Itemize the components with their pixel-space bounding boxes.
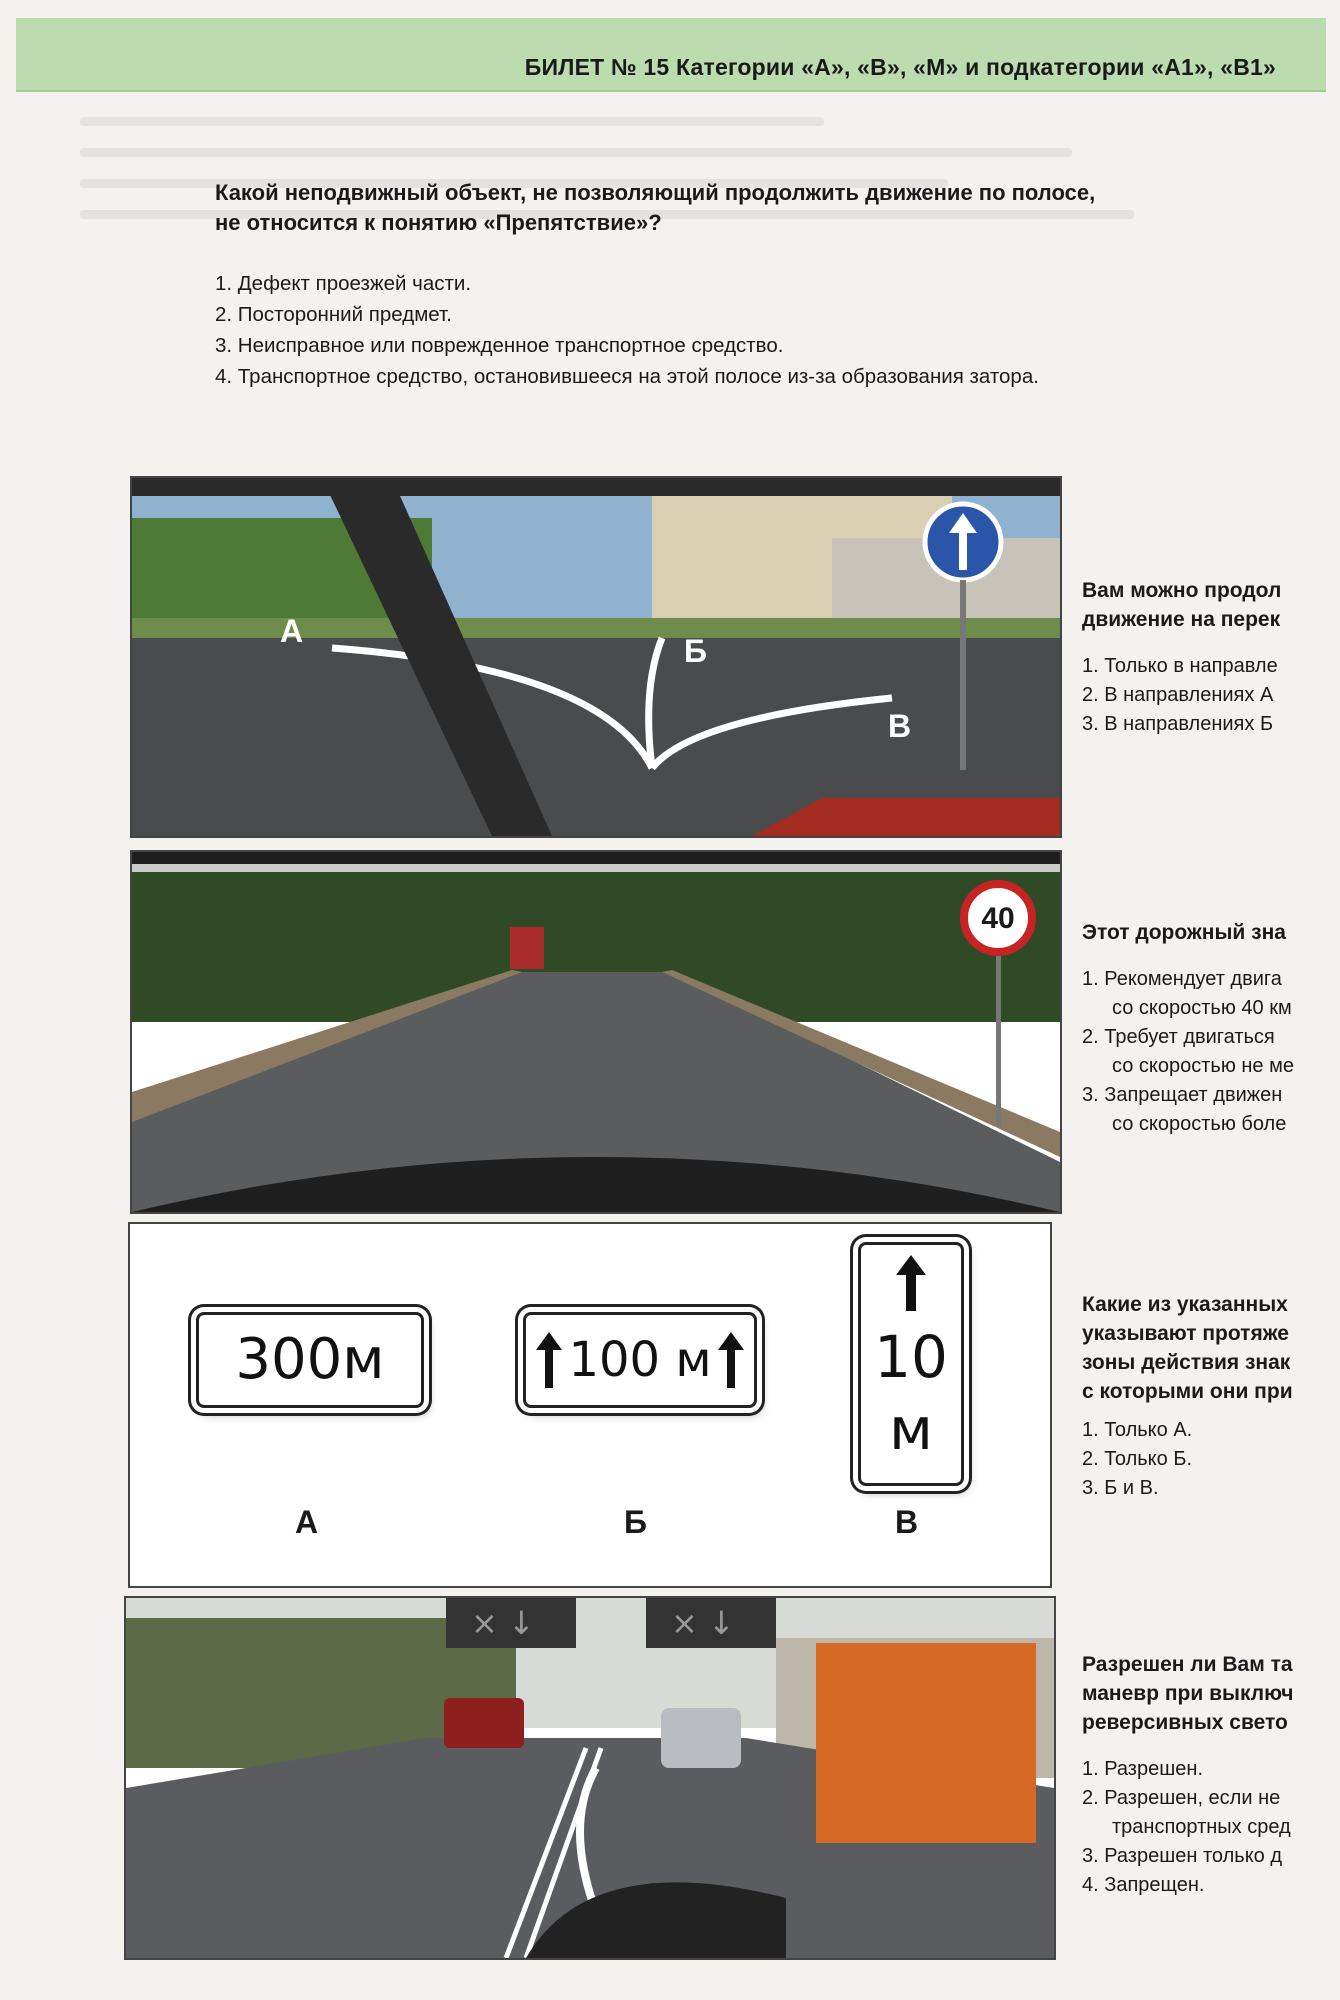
answer-option[interactable]: 4. Транспортное средство, остановившееся на этой полосе из-за образования затора. [215, 365, 1039, 388]
speed-limit-sign-value: 40 [981, 902, 1015, 935]
direction-label-b: Б [684, 633, 707, 669]
question-2-text-line1: Вам можно продол [1082, 579, 1282, 602]
question-2-text-line2: движение на перек [1082, 608, 1281, 631]
answer-option[interactable]: 4. Запрещен. [1082, 1874, 1205, 1896]
sign-label-b: Б [624, 1504, 647, 1540]
question-1-answers [215, 268, 1265, 392]
question-1-text: Какой неподвижный объект, не позволяющий продолжить движение по полосе, не относится к понятию «Препятствие»? [215, 180, 1096, 235]
question-3-text: Этот дорожный зна [1082, 921, 1286, 944]
question-5-text-line1: Разрешен ли Вам та [1082, 1653, 1293, 1676]
question-5-text-line2: маневр при выключ [1082, 1682, 1294, 1705]
answer-option[interactable]: 2. Требует двигаться со скоростью не ме [1082, 1026, 1294, 1077]
direction-label-a: А [280, 613, 304, 649]
answer-option[interactable]: 3. Б и В. [1082, 1477, 1159, 1499]
answer-option[interactable]: 3. Неисправное или поврежденное транспортное средство. [215, 334, 784, 357]
question-2-image [130, 476, 1062, 838]
arrow-up-icon [536, 1332, 562, 1388]
page-header [16, 18, 1326, 92]
speed-limit-scene [132, 852, 1060, 1212]
question-3 [1082, 918, 1340, 1139]
sign-label-v: В [895, 1504, 919, 1540]
answer-option[interactable]: 3. Разрешен только д [1082, 1845, 1283, 1867]
question-4-text-line2: указывают протяже [1082, 1322, 1289, 1345]
answer-option[interactable]: 2. Только Б. [1082, 1448, 1192, 1470]
svg-text:× ↓: × ↓ [671, 1604, 735, 1642]
question-4-text-line3: зоны действия знак [1082, 1351, 1291, 1374]
question-5-text-line3: реверсивных свето [1082, 1711, 1288, 1734]
answer-option[interactable]: 1. Только в направле [1082, 655, 1278, 677]
intersection-scene [132, 478, 1060, 836]
answer-option[interactable]: 3. В направлениях Б [1082, 713, 1274, 735]
question-3-image [130, 850, 1062, 1214]
reversible-lane-scene [126, 1598, 1054, 1958]
svg-text:× ↓: × ↓ [471, 1604, 535, 1642]
answer-option[interactable]: 2. Разрешен, если не транспортных сред [1082, 1787, 1291, 1838]
answer-option[interactable]: 3. Запрещает движен со скоростью боле [1082, 1084, 1287, 1135]
question-4-text-line1: Какие из указанных [1082, 1293, 1288, 1316]
question-4 [1082, 1290, 1340, 1503]
direction-label-v: В [888, 708, 912, 744]
question-1 [215, 178, 1265, 392]
arrow-up-icon [896, 1255, 926, 1311]
answer-option[interactable]: 1. Разрешен. [1082, 1758, 1203, 1780]
sign-100m-arrows: 100 м [523, 1312, 757, 1408]
question-5 [1082, 1650, 1340, 1900]
question-4-text-line4: с которыми они при [1082, 1380, 1293, 1403]
answer-option[interactable]: 1. Только А. [1082, 1419, 1193, 1441]
ticket-title: БИЛЕТ № 15 Категории «А», «В», «М» и подкатегории «А1», «В1» [524, 54, 1276, 80]
answer-option[interactable]: 2. В направлениях А [1082, 684, 1274, 706]
answer-option[interactable]: 1. Дефект проезжей части. [215, 272, 472, 295]
sign-10m-vertical: 10 м [858, 1242, 964, 1486]
answer-option[interactable]: 2. Посторонний предмет. [215, 303, 452, 326]
sign-300m: 300м [196, 1312, 424, 1408]
question-4-signs-panel [128, 1222, 1052, 1588]
question-2 [1082, 576, 1340, 739]
sign-label-a: А [295, 1504, 319, 1540]
answer-option[interactable]: 1. Рекомендует двига со скоростью 40 км [1082, 968, 1292, 1019]
arrow-up-icon [718, 1332, 744, 1388]
question-5-image [124, 1596, 1056, 1960]
